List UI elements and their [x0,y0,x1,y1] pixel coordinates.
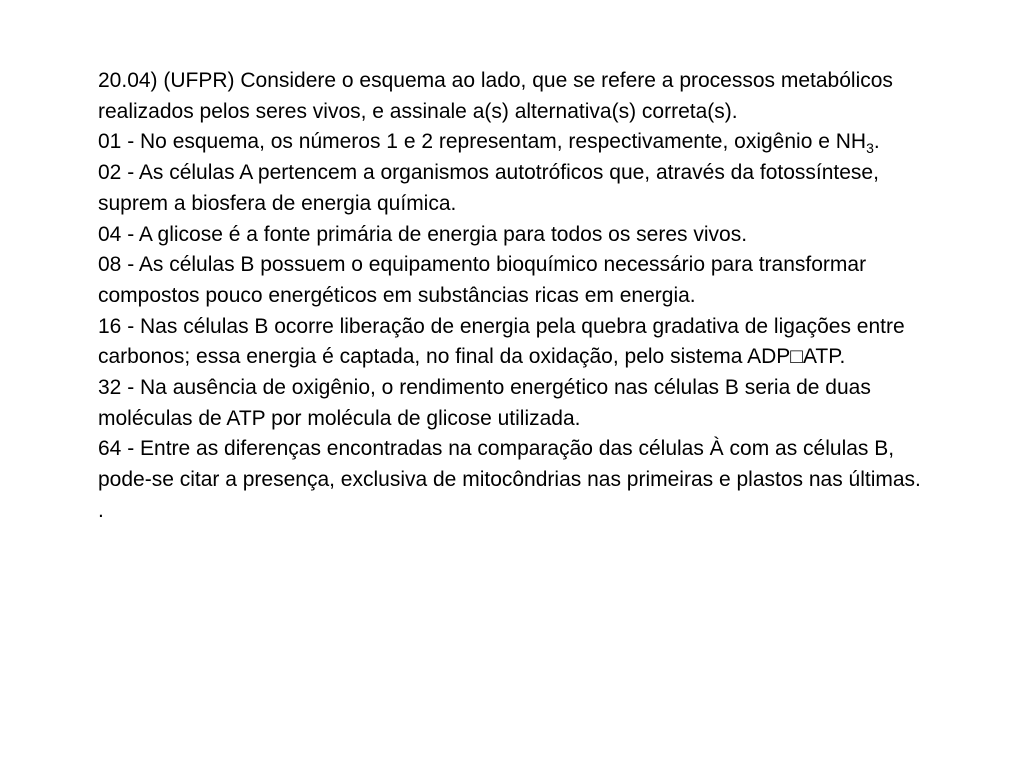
item-01-suffix: . [873,130,880,154]
item-08: 08 - As células B possuem o equipamento bioquímico necessário para transformar compostos pouco energéticos em substâncias ricas em energia. [98,253,867,307]
item-16: 16 - Nas células B ocorre liberação de energia pela quebra gradativa de ligações entre carbonos; essa energia é captada, no final da oxidação, pelo sistema ADP□ATP. [98,314,905,369]
item-64: 64 - Entre as diferenças encontradas na comparação das células À com as células B, pode-se citar a presença, exclusiva de mitocôndrias nas primeiras e plastos nas últimas. [98,437,921,492]
item-01-text: 01 - No esquema, os números 1 e 2 representam, respectivamente, oxigênio e NH [98,130,867,154]
question-text-block [98,66,948,527]
item-01-subscript: 3 [866,140,874,157]
question-intro: 20.04) (UFPR) Considere o esquema ao lado, que se refere a processos metabólicos realizados pelos seres vivos, e assinale a(s) alternativa(s) correta(s). [98,69,893,123]
item-04: 04 - A glicose é a fonte primária de energia para todos os seres vivos. [98,222,748,246]
item-02: 02 - As células A pertencem a organismos autotróficos que, através da fotossíntese, suprem a biosfera de energia química. [98,161,879,215]
trailing-mark: . [98,498,104,522]
item-32: 32 - Na ausência de oxigênio, o rendimento energético nas células B seria de duas moléculas de ATP por molécula de glicose utilizada. [98,376,871,430]
item-01 [98,127,948,158]
